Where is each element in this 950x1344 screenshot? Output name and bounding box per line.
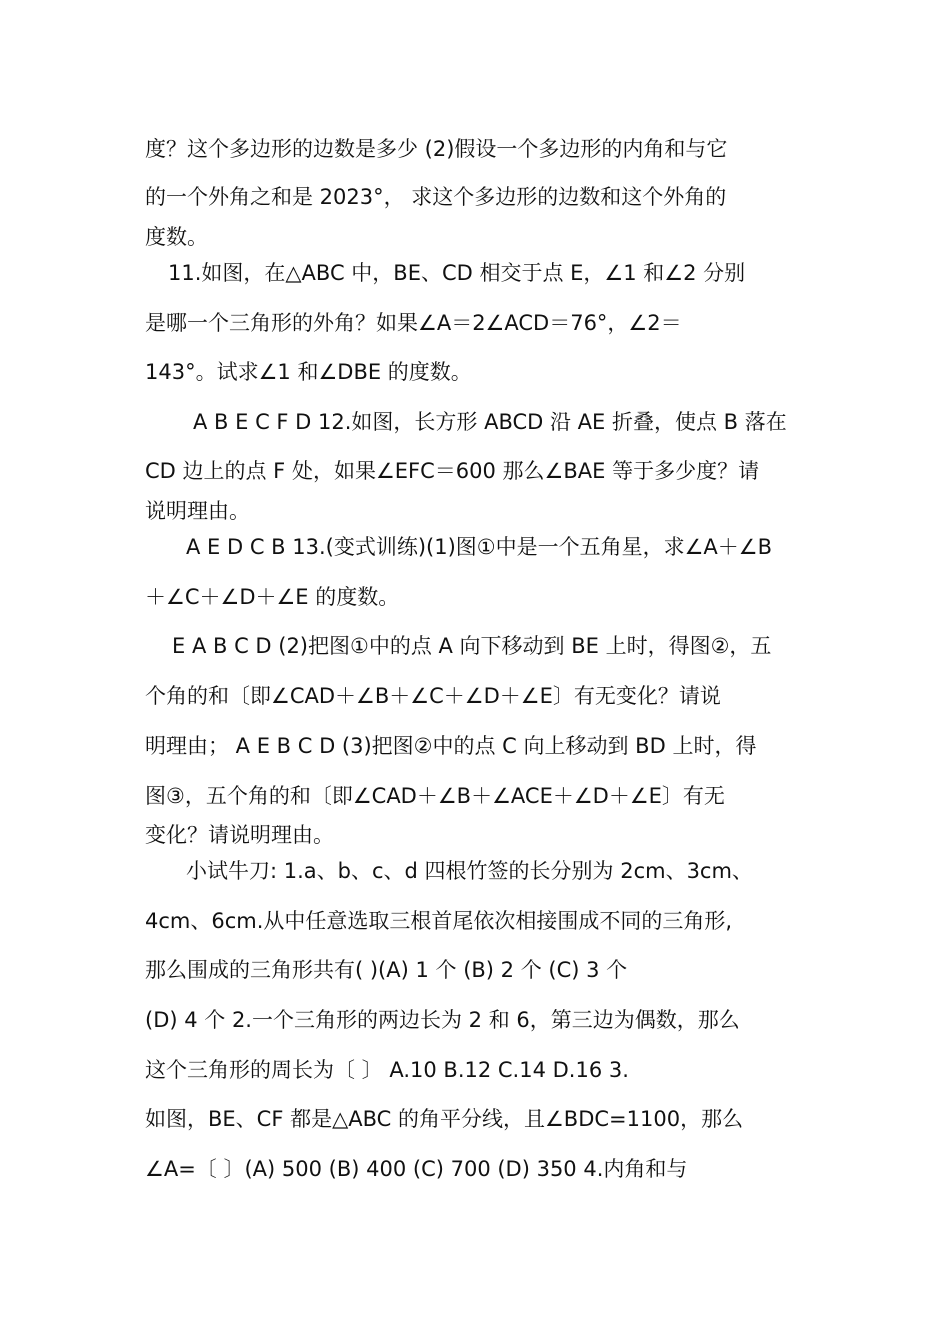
text-line-8: CD 边上的点 F 处，如果∠EFC＝600 那么∠BAE 等于多少度？请 [145, 459, 760, 483]
text-line-12: E A B C D (2)把图①中的点 A 向下移动到 BE 上时，得图②，五 [172, 634, 772, 658]
text-line-21: 这个三角形的周长为〔 〕 A.10 B.12 C.14 D.16 3. [145, 1058, 629, 1082]
text-line-7: A B E C F D 12.如图，长方形 ABCD 沿 AE 折叠，使点 B 落在 [193, 410, 787, 434]
text-line-11: ＋∠C＋∠D＋∠E 的度数。 [145, 585, 400, 609]
text-line-1: 度？这个多边形的边数是多少 (2)假设一个多边形的内角和与它 [145, 137, 728, 161]
text-line-15: 图③，五个角的和〔即∠CAD＋∠B＋∠ACE＋∠D＋∠E〕有无 [145, 784, 725, 808]
text-line-10: A E D C B 13.(变式训练)(1)图①中是一个五角星，求∠A＋∠B [186, 535, 773, 559]
text-line-20: (D) 4 个 2.一个三角形的两边长为 2 和 6，第三边为偶数，那么 [145, 1008, 740, 1032]
text-line-2: 的一个外角之和是 2023°， 求这个多边形的边数和这个外角的 [145, 185, 727, 209]
text-line-18: 4cm、6cm.从中任意选取三根首尾依次相接围成不同的三角形, [145, 909, 733, 933]
text-line-3: 度数。 [145, 225, 208, 249]
text-line-23: ∠A=〔 〕(A) 500 (B) 400 (C) 700 (D) 350 4.内角和与 [145, 1157, 688, 1181]
text-line-14: 明理由； A E B C D (3)把图②中的点 C 向上移动到 BD 上时，得 [145, 734, 757, 758]
text-line-19: 那么围成的三角形共有( )(A) 1 个 (B) 2 个 (C) 3 个 [145, 958, 628, 982]
text-line-22: 如图，BE、CF 都是△ABC 的角平分线，且∠BDC=1100，那么 [145, 1107, 744, 1131]
text-line-6: 143°。试求∠1 和∠DBE 的度数。 [145, 360, 472, 384]
text-line-4: 11.如图，在△ABC 中，BE、CD 相交于点 E，∠1 和∠2 分别 [168, 261, 746, 285]
text-line-16: 变化？请说明理由。 [145, 823, 334, 847]
text-line-17: 小试牛刀: 1.a、b、c、d 四根竹签的长分别为 2cm、3cm、 [186, 859, 753, 883]
text-line-5: 是哪一个三角形的外角？如果∠A＝2∠ACD＝76°，∠2＝ [145, 311, 682, 335]
text-line-9: 说明理由。 [145, 499, 250, 523]
text-line-13: 个角的和〔即∠CAD＋∠B＋∠C＋∠D＋∠E〕有无变化？请说 [145, 684, 721, 708]
